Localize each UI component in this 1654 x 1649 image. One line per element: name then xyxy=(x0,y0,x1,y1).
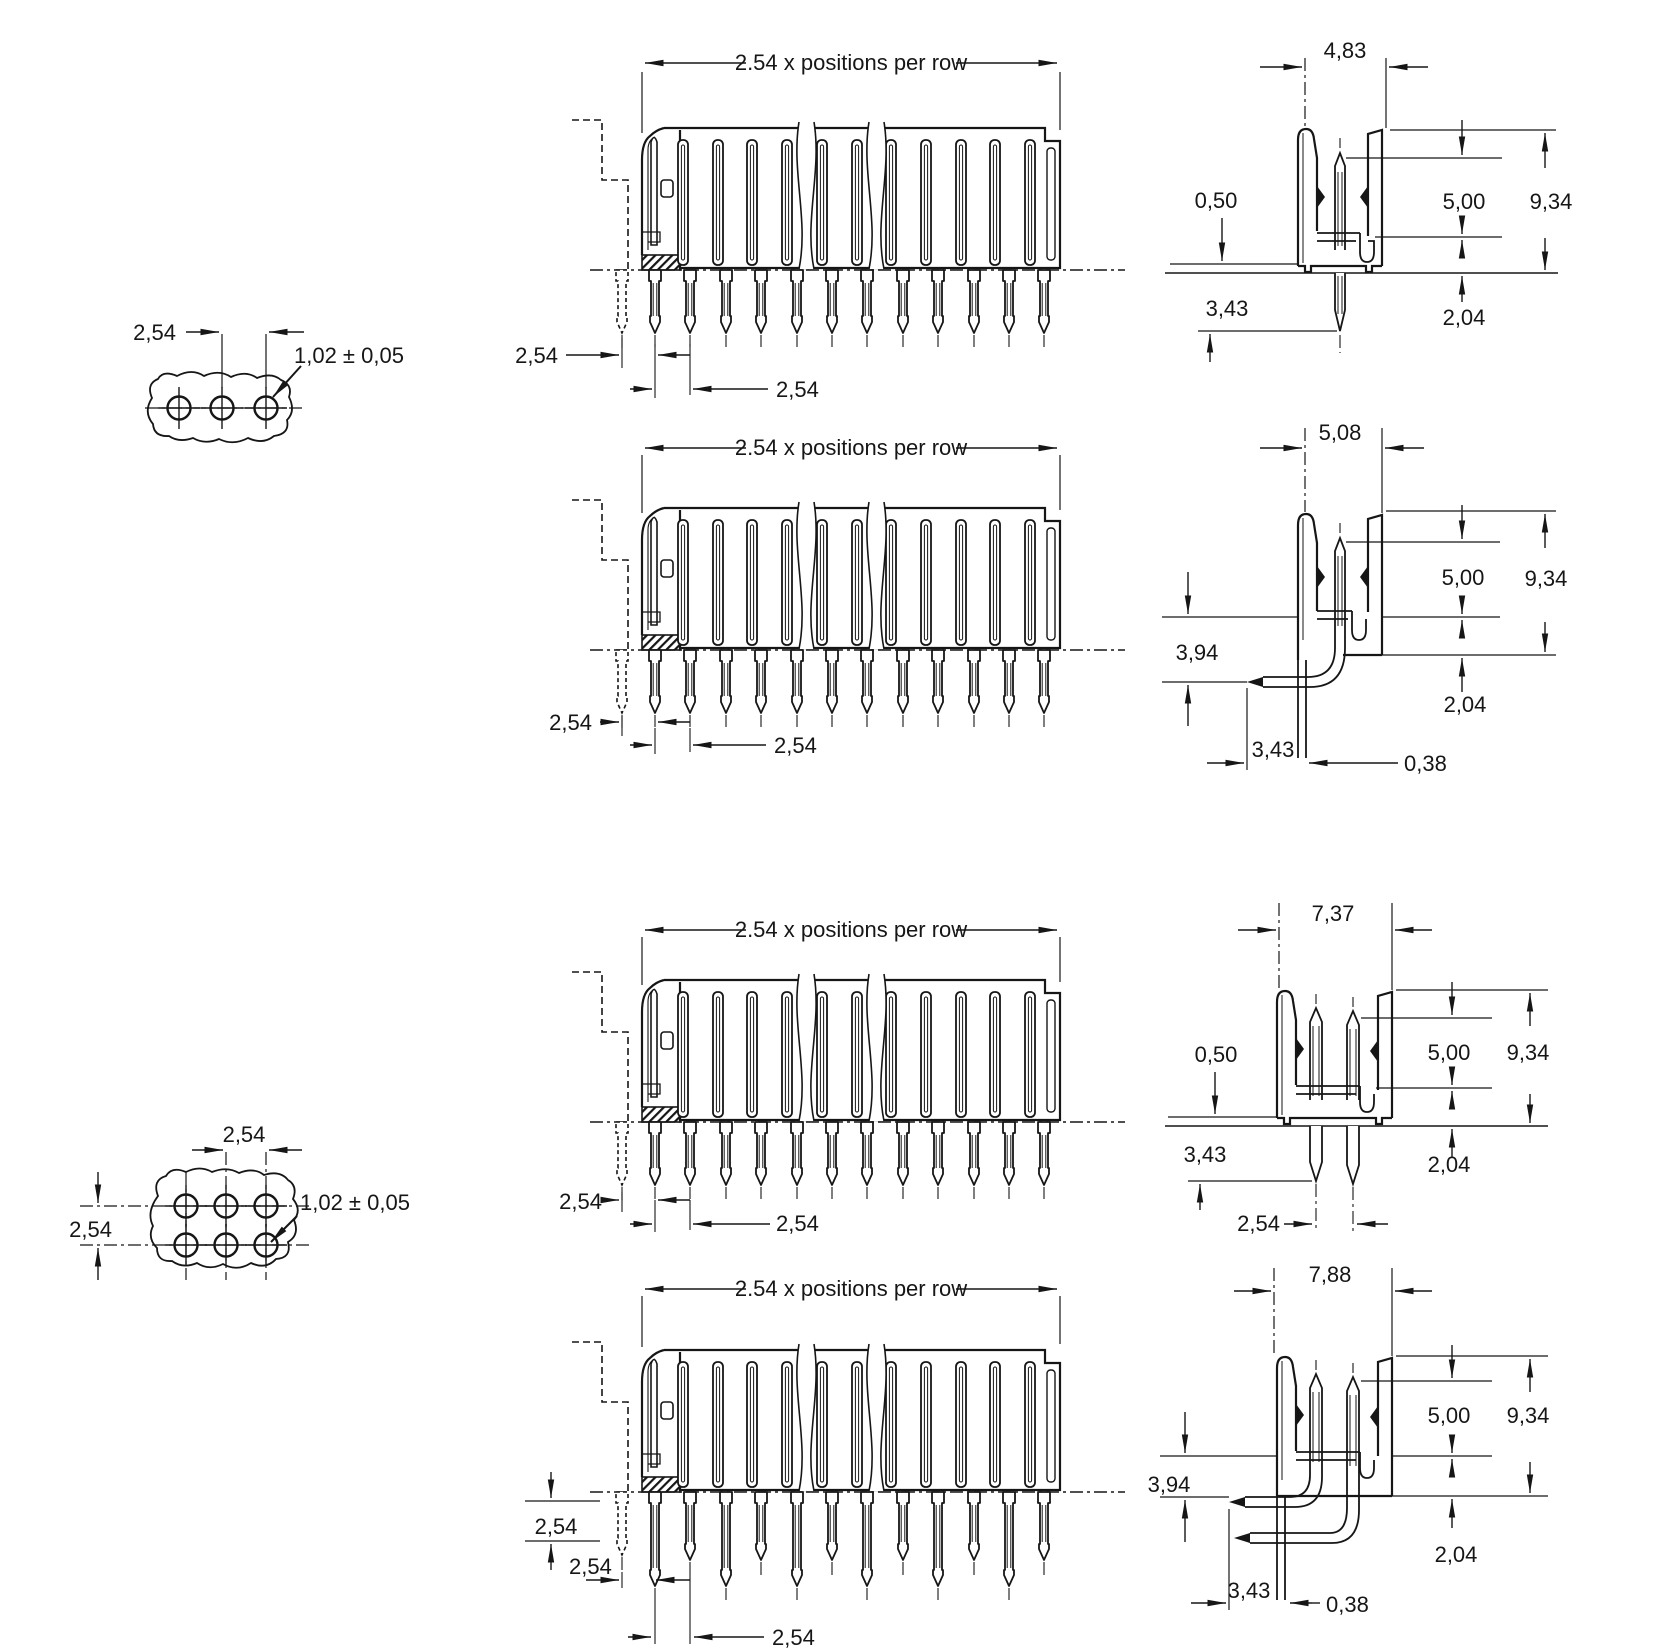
dim-bend-offset-label: 3,94 xyxy=(1175,640,1219,665)
dim-pin-pitch-label: 2,54 xyxy=(772,1625,815,1649)
dim-body-width xyxy=(1238,901,1432,990)
dim-end-offset-label: 2,54 xyxy=(569,1554,612,1579)
dim-row-pitch xyxy=(69,1172,112,1280)
dim-end-offset-label: 2,54 xyxy=(559,1189,602,1214)
dim-end-offset-label: 2,54 xyxy=(549,710,592,735)
dim-end-offset xyxy=(569,1554,690,1588)
dim-hole-diameter-label: 1,02 ± 0,05 xyxy=(294,343,404,368)
dim-body-width-label: 7,37 xyxy=(1311,901,1355,926)
dim-mating-length-label: 5,00 xyxy=(1427,1403,1471,1428)
dim-base-height-label: 2,04 xyxy=(1427,1152,1471,1177)
dim-pin-pitch xyxy=(628,1575,815,1649)
dim-hole-diameter-label: 1,02 ± 0,05 xyxy=(300,1190,410,1215)
dim-pitch-label: 2,54 xyxy=(222,1122,266,1147)
dim-end-offset-label: 2,54 xyxy=(515,343,558,368)
dim-tail-length-label: 3,43 xyxy=(1251,737,1295,762)
dim-body-width-label: 7,88 xyxy=(1308,1262,1352,1287)
side-view-angled-single-row xyxy=(1162,420,1567,776)
dim-base-height xyxy=(1392,1496,1548,1567)
dim-tail-length-label: 3,43 xyxy=(1183,1142,1227,1167)
dim-standoff-label: 0,50 xyxy=(1194,188,1238,213)
dim-hole-pitch xyxy=(133,320,304,345)
dim-bend-offset xyxy=(1162,572,1298,726)
dim-mating-length xyxy=(1361,1345,1492,1476)
dim-mating-length xyxy=(1346,120,1502,258)
pcb-hole-pattern-single-row xyxy=(133,320,404,442)
front-view-vertical-single-row xyxy=(515,50,1125,402)
dim-hole-pitch xyxy=(192,1122,302,1150)
front-view-angled-single-row xyxy=(549,435,1125,758)
dim-tail-length xyxy=(1198,296,1337,362)
dim-overall-height xyxy=(1396,990,1549,1123)
dim-pitch-label: 2,54 xyxy=(133,320,176,345)
dim-overall-width-label: 2.54 x positions per row xyxy=(734,50,968,75)
dim-overall-height-label: 9,34 xyxy=(1524,566,1568,591)
dim-base-height-label: 2,04 xyxy=(1443,692,1487,717)
dim-end-offset xyxy=(515,338,690,398)
dim-overall-height-label: 9,34 xyxy=(1529,189,1573,214)
dim-body-width xyxy=(1260,38,1428,128)
dim-row-pitch-label: 2,54 xyxy=(534,1514,578,1539)
dim-tail-length xyxy=(1184,1142,1312,1210)
pcb-hole-pattern-dual-row xyxy=(69,1122,410,1280)
dim-row-pitch-label: 2,54 xyxy=(69,1217,112,1242)
dim-body-width-label: 4,83 xyxy=(1323,38,1367,63)
dim-pin-pitch-label: 2,54 xyxy=(776,377,819,402)
dim-overall-height-label: 9,34 xyxy=(1506,1040,1550,1065)
dim-overall-height xyxy=(1396,1356,1549,1493)
dim-body-width xyxy=(1260,420,1424,513)
dim-overall-width-label: 2.54 x positions per row xyxy=(734,917,968,942)
dim-pin-width xyxy=(1290,1592,1369,1617)
dim-tail-length-label: 3,43 xyxy=(1227,1578,1271,1603)
dim-pin-pitch-label: 2,54 xyxy=(776,1211,819,1236)
dim-standoff xyxy=(1168,1042,1277,1117)
side-view-vertical-dual-row xyxy=(1165,901,1549,1236)
dim-base-height xyxy=(1443,276,1486,330)
dim-tail-length-label: 3,43 xyxy=(1205,296,1249,321)
dim-tail-length xyxy=(1207,688,1294,770)
dim-overall-width-label: 2.54 x positions per row xyxy=(734,435,968,460)
dim-pin-width xyxy=(1309,751,1447,776)
dim-mating-length-label: 5,00 xyxy=(1441,565,1485,590)
dim-bend-offset-label: 3,94 xyxy=(1147,1472,1191,1497)
dim-row-pitch-label: 2,54 xyxy=(1237,1211,1280,1236)
dim-mating-length xyxy=(1361,982,1492,1108)
dim-pin-width-label: 0,38 xyxy=(1404,751,1447,776)
dim-end-offset xyxy=(549,710,690,754)
dim-body-width-label: 5,08 xyxy=(1318,420,1362,445)
dim-tail-length xyxy=(1191,1509,1270,1610)
dim-mating-length-label: 5,00 xyxy=(1427,1040,1471,1065)
side-view-angled-dual-row xyxy=(1148,1262,1550,1617)
dim-base-height-label: 2,04 xyxy=(1442,305,1486,330)
dim-pin-pitch xyxy=(630,344,819,402)
front-view-vertical-dual-row xyxy=(559,917,1125,1236)
dim-mating-length-label: 5,00 xyxy=(1442,189,1486,214)
side-view-vertical-single-row xyxy=(1165,38,1572,362)
dim-pin-pitch-label: 2,54 xyxy=(774,733,817,758)
dim-pin-pitch xyxy=(630,1200,819,1236)
dim-row-pitch xyxy=(1237,1211,1388,1236)
dim-pin-width-label: 0,38 xyxy=(1326,1592,1369,1617)
dim-base-height-label: 2,04 xyxy=(1434,1542,1478,1567)
front-view-angled-dual-row xyxy=(525,1276,1125,1649)
dim-end-offset xyxy=(559,1189,690,1232)
dim-bend-offset xyxy=(1148,1412,1277,1542)
dim-standoff-label: 0,50 xyxy=(1194,1042,1238,1067)
dim-base-height xyxy=(1428,1129,1471,1177)
dim-base-height xyxy=(1382,655,1556,717)
dim-body-width xyxy=(1234,1262,1432,1356)
dim-overall-height-label: 9,34 xyxy=(1506,1403,1550,1428)
dim-pin-pitch xyxy=(630,728,817,758)
dim-hole-diameter xyxy=(273,343,404,397)
dim-standoff xyxy=(1170,188,1298,264)
dim-overall-width-label: 2.54 x positions per row xyxy=(734,1276,968,1301)
